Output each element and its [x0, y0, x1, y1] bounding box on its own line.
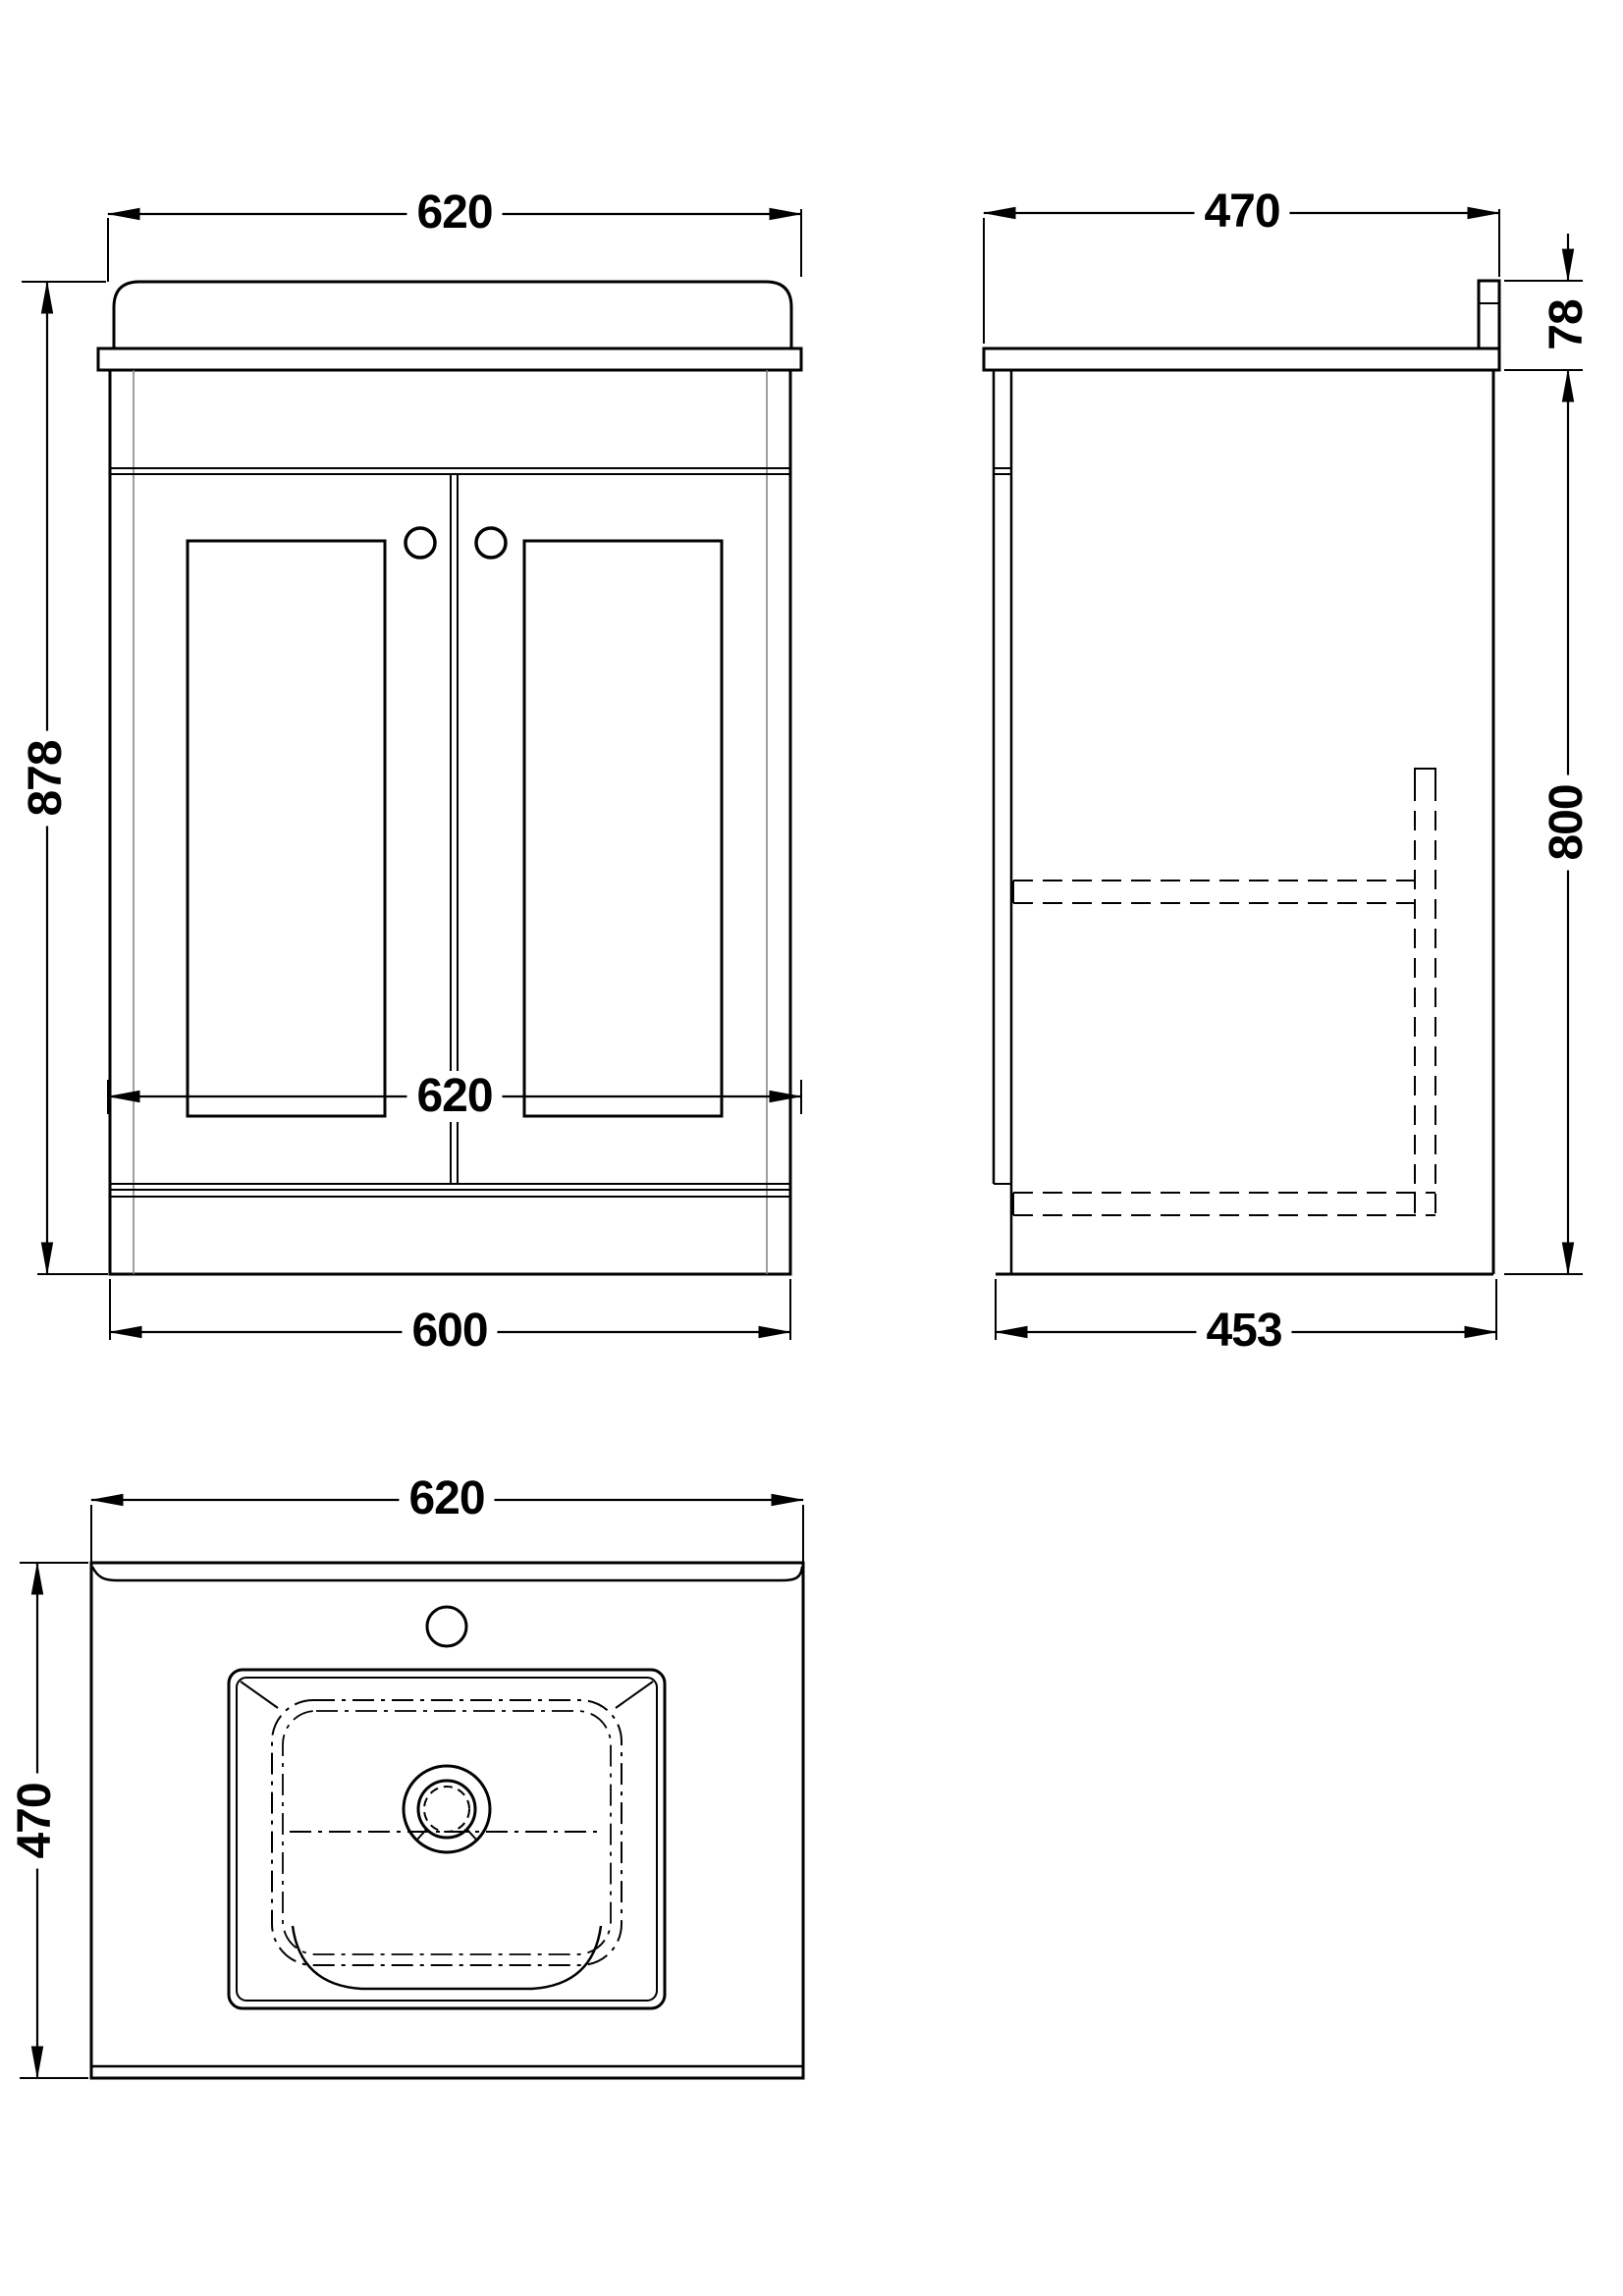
side-hidden-shelf-upper [1013, 881, 1415, 903]
front-right-door-panel [524, 541, 722, 1116]
plan-faucet-hole [427, 1607, 466, 1646]
front-left-door-panel [188, 541, 385, 1116]
side-upstand [1479, 281, 1499, 348]
plan-depth-dim-label: 470 [10, 1773, 61, 1868]
side-counter-slab [984, 348, 1499, 370]
plan-view-dimensions [20, 1500, 803, 2078]
side-hidden-shelf-lower [1013, 1193, 1435, 1215]
front-left-door-knob [406, 528, 435, 558]
front-view-linework [98, 282, 801, 1274]
side-depth-bottom-dim-label: 453 [1196, 1306, 1291, 1357]
plan-drain [404, 1766, 490, 1852]
front-counter-band [98, 348, 801, 370]
side-upstand-dim-label: 78 [1542, 290, 1593, 359]
front-width-bottom-dim-label: 600 [402, 1306, 497, 1357]
side-depth-top-dim-label: 470 [1194, 187, 1289, 238]
side-hidden-vertical [1415, 781, 1435, 1215]
plan-view-linework [91, 1563, 803, 2078]
front-basin-top [114, 282, 791, 348]
plan-bowl-floor [293, 1926, 601, 1989]
side-height-dim-label: 800 [1542, 774, 1593, 870]
front-width-top-dim-label: 620 [406, 187, 502, 239]
plan-width-dim-label: 620 [399, 1473, 494, 1524]
front-view-dimensions [22, 209, 801, 1340]
side-view-linework [984, 281, 1499, 1274]
front-width-mid-dim-label: 620 [406, 1071, 502, 1122]
front-right-door-knob [476, 528, 506, 558]
front-height-dim-label: 878 [21, 730, 72, 826]
